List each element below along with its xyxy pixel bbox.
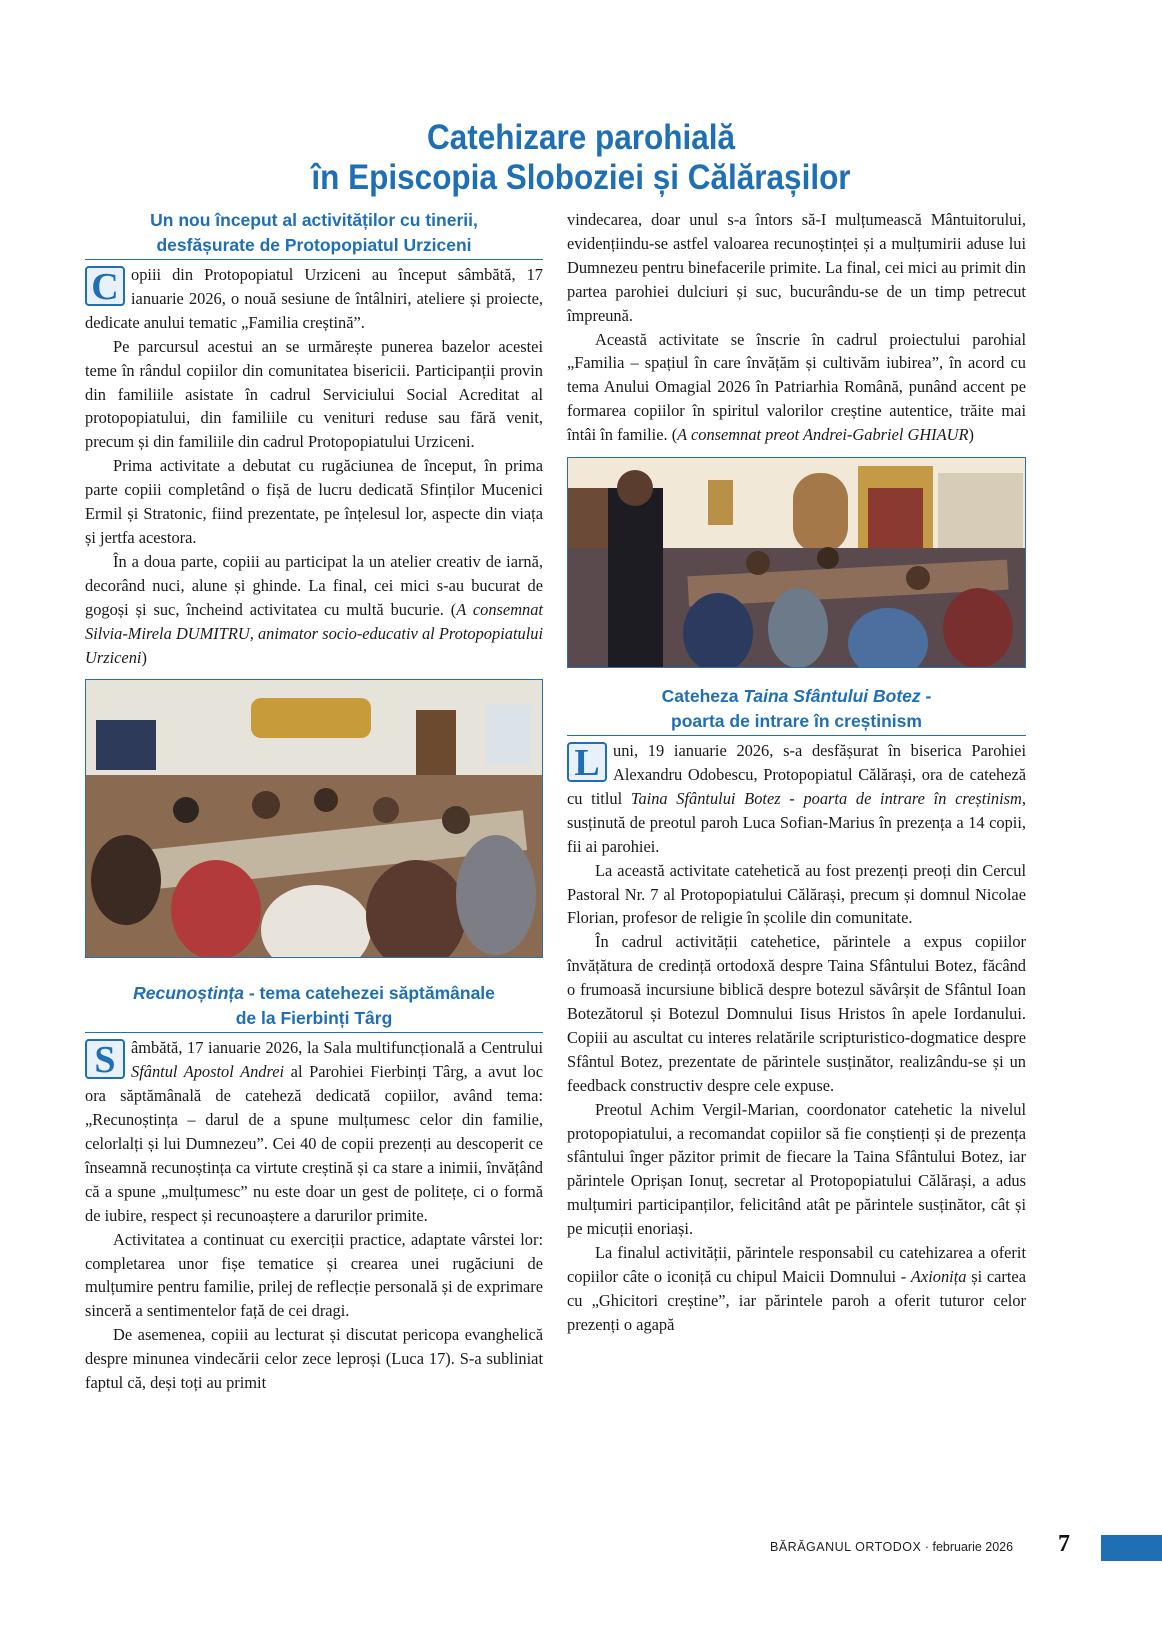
article-2-credit: A consemnat preot Andrei-Gabriel GHIAUR [677, 425, 969, 445]
footer-issue: · februarie 2026 [921, 1540, 1014, 1554]
photo-children-workshop-urziceni [85, 679, 543, 958]
article-2-dropcap: S [85, 1039, 125, 1079]
article-2-heading-rest: - tema catehezei săptămânale [243, 983, 495, 1004]
article-3-paragraph-5-italic: Axionița [910, 1267, 967, 1286]
article-2-paragraph-1-text-b: al Parohiei Fierbinți Târg, a avut loc ora săptămânală de cateheză dedicată copiilor, având tema: „Recunoștința – darul de a spune mulțumesc celor din familie, celorlalți și lui Dumnezeu”. Cei 40 de copii prezenți au descoperit ce înseamnă recunoștința ca virtute creștină și ca stare a inimii, învățând că a spune „mulțumesc” nu este doar un gest de politețe, ci o formă de iubire, respect și recunoaștere a darurilor primite. [85, 1062, 543, 1225]
article-3-paragraph-3: În cadrul activității catehetice, părintele a expus copiilor învățătura de credință ortodoxă despre Taina Sfântului Botez, făcând o frumoasă incursiune biblică despre botezul săvârșit de Sfântul Ioan Botezătorul și Botezul Domnului Iisus Hristos în apele Iordanului. Copiii au ascultat cu interes relatările scripturistico-dogmatice despre Sfântul Botez, prezentate de părintele susținător, realizându-se și un feedback constructiv despre cele expuse. [567, 932, 1026, 1095]
article-2-paragraph-1 [85, 1036, 543, 1227]
article-1-dropcap: C [85, 266, 125, 306]
article-3-heading-italic: Taina Sfântului Botez - [743, 686, 932, 707]
article-2-paragraph-4: Această activitate se înscrie în cadrul proiectului parohial „Familia – spațiul în care învățăm și cultivăm iubirea”, în acord cu tema Anului Omagial 2026 în Patriarhia Română, punând accent pe formarea copiilor în spiritul valorilor creștine autentice, trăite mai întâi în familie. (A consemnat preot Andrei-Gabriel GHIAUR) [567, 329, 1026, 445]
article-1-paragraph-4-text: În a doua parte, copiii au participat la un atelier creativ de iarnă, decorând nuci, alune și ghinde. La final, cei mici s-au bucurat de gogoși și suc, încheind activitatea cu multă bucurie. [85, 551, 543, 619]
article-1-paragraph-4: În a doua parte, copiii au participat la un atelier creativ de iarnă, decorând nuci, alune și ghinde. La final, cei mici s-au bucurat de gogoși și suc, încheind activitatea cu multă bucurie. (A consemnat Silvia-Mirela DUMITRU, animator socio-educativ al Protopopiatului Urziceni) [85, 551, 543, 667]
article-1-heading-line-1: Un nou început al activităților cu tinerii, [150, 210, 478, 230]
page-number-bar [1101, 1535, 1162, 1561]
article-1-credit: A consemnat Silvia-Mirela DUMITRU, animator socio-educativ al Protopopiatului Urziceni [85, 599, 543, 667]
article-3-paragraph-1-italic: Taina Sfântului Botez - poarta de intrare în creștinism [630, 788, 1022, 808]
church-hall-photo-illustration [568, 458, 1026, 668]
article-3-heading [567, 684, 1026, 736]
article-3-paragraph-5 [567, 1241, 1026, 1337]
article-2-heading-line-1 [85, 981, 543, 1006]
page-title-line-2: în Episcopia Sloboziei și Călărașilor [311, 158, 851, 197]
article-2-paragraph-2: Activitatea a continuat cu exerciții practice, adaptate vârstei lor: completarea unor fișe tematice și crearea unei rugăciuni de mulțumire pentru familie, prilej de reflecție personală și de exprimare sinceră a sentimentelor față de cei dragi. [85, 1229, 543, 1321]
article-3-heading-plain: Cateheza [661, 686, 744, 707]
article-2-paragraph-1-italic: Sfântul Apostol Andrei [131, 1062, 285, 1082]
right-column [567, 208, 1026, 1337]
article-2-heading [85, 981, 543, 1033]
article-1-paragraph-1-text: opiii din Protopopiatul Urziceni au început sâmbătă, 17 ianuarie 2026, o nouă sesiune de întâlniri, ateliere și proiecte, dedicate anului tematic „Familia creștină”. [85, 265, 543, 332]
article-2-heading-italic: Recunoștința [133, 983, 244, 1004]
article-3-paragraph-1 [567, 739, 1026, 859]
left-column [85, 208, 543, 1395]
page-number: 7 [1058, 1531, 1070, 1557]
article-3-paragraph-1-text-a: uni, 19 ianuarie 2026, s-a desfășurat în biserica Parohiei Alexandru Odobescu, Protopopiatul Călărași, ora de cateheză cu titlul [567, 741, 1026, 808]
article-3-paragraph-5-text-b: și cartea cu „Ghicitori creștine”, iar părintele paroh a oferit tuturor celor prezenți o agapă [567, 1267, 1026, 1334]
article-2-paragraph-4-text: Această activitate se înscrie în cadrul proiectului parohial „Familia – spațiul în care învățăm și cultivăm iubirea”, în acord cu tema Anului Omagial 2026 în Patriarhia Română, punând accent pe formarea copiilor în spiritul valorilor creștine autentice, trăite mai întâi în familie. [567, 329, 1026, 445]
article-1-paragraph-1 [85, 263, 543, 335]
article-2-paragraph-1-text-a: âmbătă, 17 ianuarie 2026, la Sala multifuncțională a Centrului [131, 1038, 543, 1058]
article-3-dropcap: L [567, 742, 607, 782]
article-2-paragraph-3-continued: vindecarea, doar unul s-a întors să-I mulțumească Mântuitorului, evidențiindu-se astfel valoarea recunoștinței și a mulțumirii aduse lui Dumnezeu pentru binefacerile primite. La final, cei mici au primit din partea parohiei dulciuri și suc, bucurându-se de un timp petrecut împreună. [567, 210, 1026, 325]
article-2-paragraph-3: De asemenea, copiii au lecturat și discutat pericopa evanghelică despre minunea vindecării celor zece leproși (Luca 17). S-a subliniat faptul că, deși toți au primit [85, 1325, 543, 1393]
article-3-paragraph-2: La această activitate catehetică au fost prezenți preoți din Cercul Pastoral Nr. 7 al Protopopiatului Călărași, precum și domnul Nicolae Florian, profesor de religie în școlile din comunitate. [567, 860, 1026, 928]
article-1-heading [85, 208, 543, 260]
article-3-paragraph-1-text-b: , susținută de preotul paroh Luca Sofian-Marius în prezența a 14 copii, fii ai parohiei. [567, 788, 1026, 856]
page-footer [770, 1540, 1013, 1554]
article-3-paragraph-5-text-a: La finalul activității, părintele responsabil cu catehizarea a oferit copiilor câte o iconiță cu chipul Maicii Domnului - [567, 1243, 1026, 1286]
article-3-heading-line-2: poarta de intrare în creștinism [671, 711, 922, 732]
article-3-paragraph-4: Preotul Achim Vergil-Marian, coordonator catehetic la nivelul protopopiatului, a recomandat copiilor să fie conștienți și de prezența sfântului înger păzitor primit de fiecare la Taina Sfântului Botez, iar părintele Oprișan Ionuț, secretar al Protopopiatului Călărași, a adus mulțumiri participanților, felicitând atât pe părintele susținător, cât și pe micuții enoriași. [567, 1099, 1026, 1239]
classroom-photo-illustration [86, 680, 543, 958]
article-1-heading-line-2: desfășurate de Protopopiatul Urziceni [156, 235, 472, 255]
footer-publication: BĂRĂGANUL ORTODOX [770, 1540, 922, 1554]
article-1-paragraph-3: Prima activitate a debutat cu rugăciunea de început, în prima parte copiii completând o fișă de lucru dedicată Sfinților Mucenici Ermil și Stratonic, fiind prezentate, pe înțelesul lor, aspecte din viața și jertfa acestora. [85, 456, 543, 547]
article-2-heading-line-2: de la Fierbinți Târg [235, 1008, 393, 1029]
article-3-heading-line-1 [567, 684, 1026, 709]
page-title-line-1: Catehizare parohială [426, 118, 736, 157]
page-title [58, 118, 1104, 198]
photo-catechesis-fierbinti [567, 457, 1026, 668]
article-1-paragraph-2: Pe parcursul acestui an se urmărește punerea bazelor acestei teme în rândul copiilor din comunitatea bisericii. Participanții provin din familiile asistate în cadrul Serviciului Social Acreditat al protopopiatului, din familiile cu venituri reduse sau fără venit, precum și din familiile din cadrul Protopopiatului Urziceni. [85, 336, 543, 452]
